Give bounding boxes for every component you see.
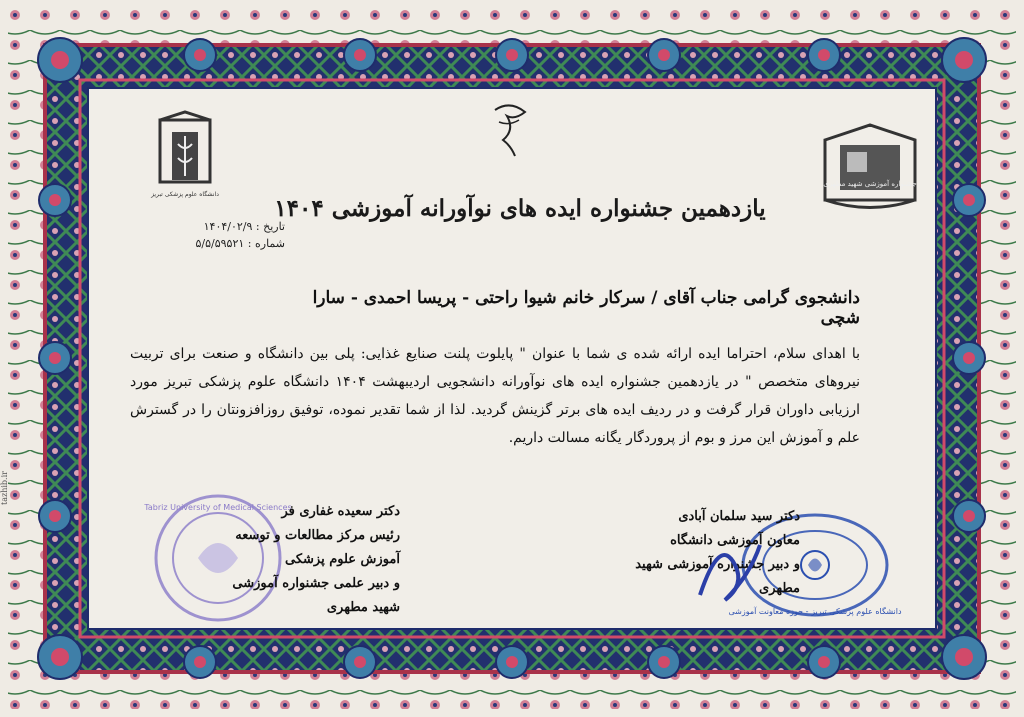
signer-right-role-2: و دبیر جشنواره آموزشی شهید مطهری: [635, 557, 800, 596]
festival-logo-text: جشنواره آموزشی شهید مطهری: [823, 180, 917, 188]
recipient-line: دانشجوی گرامی جناب آقای / سرکار خانم شیوا راحتی - پریسا احمدی - سارا شچی: [312, 288, 860, 328]
number-label: شماره : ۵/۵/۵۹۵۲۱: [195, 237, 285, 250]
besmellah-calligraphy-icon: [485, 100, 535, 160]
signer-left-role-1: رئیس مرکز مطالعات و توسعه آموزش علوم پزشکی: [235, 528, 400, 567]
stamp-right-text: دانشگاه علوم پزشکی تبریز - حوزه معاونت آموزشی: [728, 607, 902, 616]
signer-left-name: دکتر سعیده غفاری فر: [281, 504, 400, 519]
handwritten-signature-icon: [690, 525, 770, 615]
university-logo-text: دانشگاه علوم پزشکی تبریز: [151, 191, 219, 198]
signer-right-role-1: معاون آموزشی دانشگاه: [670, 533, 800, 548]
certificate-title: یازدهمین جشنواره ایده های نوآورانه آموزشی ۱۴۰۴: [274, 195, 766, 222]
signature-left: [210, 500, 400, 620]
site-watermark: tazhib.ir: [0, 471, 9, 505]
university-logo-icon: [150, 112, 220, 202]
certificate-body: با اهدای سلام، احتراما ایده ارائه شده ی شما با عنوان " پایلوت پلنت صنایع غذایی: پلی بین دانشگاه و صنعت برای تربیت نیروهای متخصص " در یازدهمین جشنواره ایده های نوآورانه دانشجویی اردیبهشت ۱۴۰۴ دانشگاه علوم پزشکی تبریز مورد ارزیابی داوران قرار گرفت و در ردیف ایده های برتر گزینش گردید. لذا از شما تقدیر نموده، توفیق روزافزونتان را در گسترش علم و آموزش این مرز و بوم از پروردگار یگانه مسالت داریم.: [130, 346, 860, 446]
stamp-left-text: Tabriz University of Medical Sciences: [144, 503, 292, 512]
signer-right-name: دکتر سید سلمان آبادی: [678, 509, 800, 524]
date-label: تاریخ : ۱۴۰۴/۰۲/۹: [203, 220, 285, 233]
festival-logo-icon: [815, 120, 925, 220]
reference-info: [155, 218, 285, 252]
signer-left-role-2: و دبیر علمی جشنواره آموزشی شهید مطهری: [232, 576, 400, 615]
